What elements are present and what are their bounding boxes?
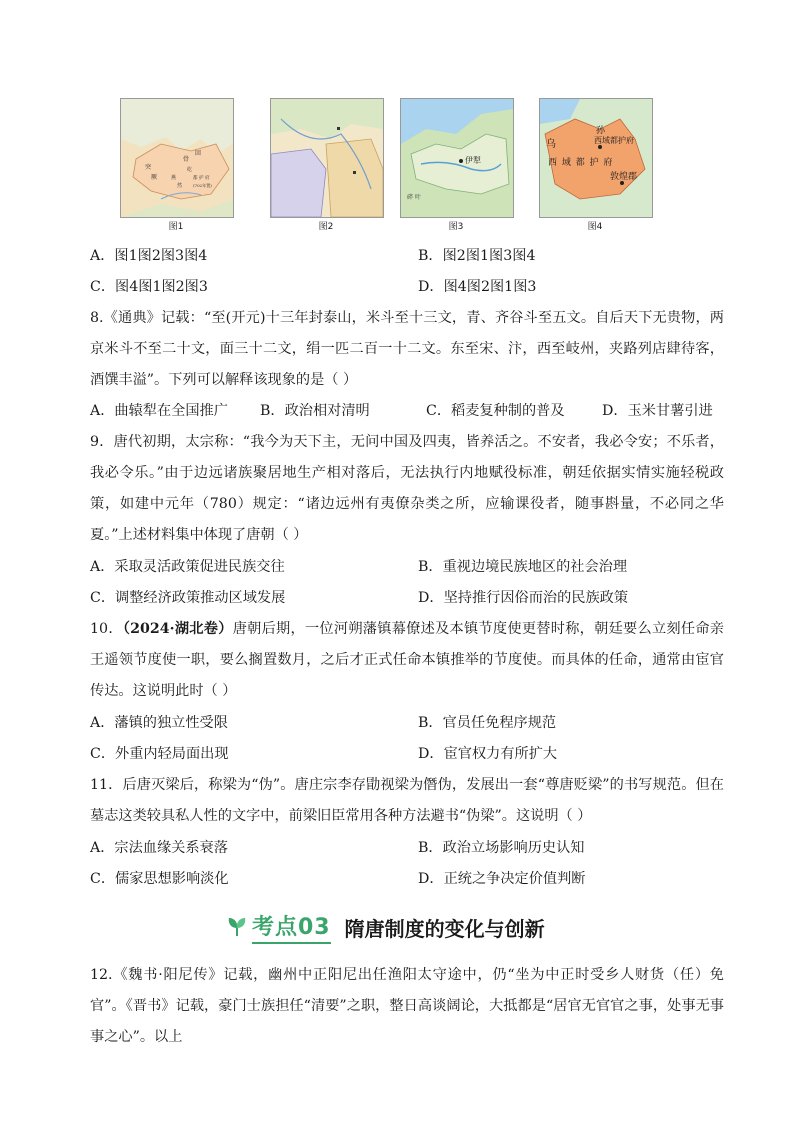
map-4-drawing bbox=[540, 99, 652, 217]
q9-option-c: C．调整经济政策推动区域发展 bbox=[90, 590, 286, 606]
map-figure-4 bbox=[539, 98, 653, 218]
map4-label-4: 敦煌郡 bbox=[610, 172, 638, 182]
q9-option-d: D．坚持推行因俗而治的民族政策 bbox=[418, 590, 629, 606]
map3-label-0: 伊犁 bbox=[465, 156, 481, 165]
q10-option-d: D．宦官权力有所扩大 bbox=[418, 746, 558, 762]
q8-option-a: A．曲辕犁在全国推广 bbox=[90, 403, 228, 419]
map4-label-0: 乌 bbox=[546, 139, 556, 150]
map-caption-2: 图2 bbox=[318, 222, 334, 232]
q11-option-a: A．宗法血缘关系衰落 bbox=[90, 840, 228, 856]
question-9-text: 9．唐代初期，太宗称：“我今为天下主，无问中国及四夷，皆养活之。不安者，我必令安；不乐者，我必令乐。”由于边远诸族聚居地生产相对落后，无法执行内地赋役标准，朝廷依据实情实施轻税政策，如建中元年（780）规定：“诸边远州有夷僚杂类之所，应输课役者，随事斟量，不必同之华夏。”上述材料集中体现了唐朝（ ） bbox=[90, 434, 724, 543]
map1-label-2: 骨 bbox=[183, 156, 190, 163]
map-figure-2 bbox=[270, 98, 384, 218]
map-figure-3 bbox=[400, 98, 514, 218]
q7-option-d: D．图4图2图1图3 bbox=[418, 279, 537, 295]
q10-option-b: B．官员任免程序规范 bbox=[418, 715, 557, 731]
map1-label-9: 府 bbox=[205, 176, 210, 181]
section-tag: 考点03 bbox=[252, 910, 331, 944]
map4-label-2: 西域都护府 bbox=[594, 136, 634, 145]
q10-option-a: A．藩镇的独立性受限 bbox=[90, 715, 228, 731]
map1-label-5: 燕 bbox=[171, 175, 177, 181]
map1-label-0: 突 bbox=[145, 164, 152, 171]
q9-option-a: A．采取灵活政策促进民族交往 bbox=[90, 559, 285, 575]
q9-option-b: B．重视边境民族地区的社会治理 bbox=[418, 559, 628, 575]
map1-label-8: 护 bbox=[199, 176, 204, 181]
q8-option-d: D．玉米甘薯引进 bbox=[602, 403, 713, 419]
q11-option-b: B．政治立场影响历史认知 bbox=[418, 840, 585, 856]
map-figures bbox=[120, 98, 680, 230]
map3-label-1: 碎 bbox=[407, 194, 414, 201]
question-10-text: 唐朝后期，一位河朔藩镇幕僚述及本镇节度使更替时称，朝廷要么立刻任命亲王遥领节度使一职，要么搁置数月，之后才正式任命本镇推举的节度使。而具体的任命，通常由宦官传达。这说明此时（ ） bbox=[90, 621, 724, 699]
question-10 bbox=[90, 614, 724, 707]
map4-label-3: 西 域 都 护 府 bbox=[548, 158, 614, 168]
map-caption-1: 图1 bbox=[168, 222, 184, 232]
map-figure-1 bbox=[120, 98, 234, 218]
map1-label-3: 回 bbox=[195, 150, 202, 157]
map-1-drawing bbox=[121, 99, 233, 217]
map3-label-2: 叶 bbox=[415, 194, 422, 201]
q7-option-b: B．图2图1图3图4 bbox=[418, 248, 536, 264]
map1-label-10: (702年置) bbox=[193, 183, 212, 188]
map1-label-4: 纥 bbox=[187, 167, 193, 173]
map1-label-6: 然 bbox=[177, 183, 183, 189]
question-8-text: 8.《通典》记载：“至(开元)十三年封泰山，米斗至十三文，青、齐谷斗至五文。自后天下无贵物，两京米斗不至二十文，面三十二文，绢一匹二百一十二文。东至宋、汴，西至岐州，夹路列店肆待客，酒馔丰溢”。下列可以解释该现象的是（ ） bbox=[90, 310, 724, 388]
q11-option-d: D．正统之争决定价值判断 bbox=[418, 871, 586, 887]
section-title: 隋唐制度的变化与创新 bbox=[344, 916, 545, 941]
q7-option-c: C．图4图1图2图3 bbox=[90, 279, 208, 295]
leaf-icon bbox=[226, 916, 248, 938]
q11-option-c: C．儒家思想影响淡化 bbox=[90, 871, 229, 887]
question-11-text: 11．后唐灭梁后，称梁为“伪”。唐庄宗李存勖视梁为僭伪，发展出一套“尊唐贬梁”的书写规范。但在墓志这类较具私人性的文字中，前梁旧臣常用各种方法避书“伪梁”。这说明（ ） bbox=[90, 777, 724, 824]
map-caption-3: 图3 bbox=[448, 222, 464, 232]
map1-label-7: 都 bbox=[193, 176, 198, 181]
map4-label-1: 孙 bbox=[596, 126, 606, 136]
q10-option-c: C．外重内轻局面出现 bbox=[90, 746, 229, 762]
map1-label-1: 厥 bbox=[151, 174, 158, 181]
question-12-text: 12.《魏书·阳尼传》记载，幽州中正阳尼出任渔阳太守途中，仍“坐为中正时受乡人财货（任）免官”。《晋书》记载，豪门士族担任“清要”之职，整日高谈阔论，大抵都是“居官无官官之事，处事无事事之心”。以上 bbox=[90, 967, 724, 1045]
question-10-number: 10． bbox=[90, 621, 123, 637]
section-heading bbox=[226, 912, 545, 942]
question-10-source: （2024·湖北卷） bbox=[122, 621, 233, 637]
map-2-drawing bbox=[271, 99, 383, 217]
map-3-drawing bbox=[401, 99, 513, 217]
q8-option-b: B．政治相对清明 bbox=[260, 403, 370, 419]
map-caption-4: 图4 bbox=[587, 222, 603, 232]
q7-option-a: A．图1图2图3图4 bbox=[90, 248, 208, 264]
q8-option-c: C．稻麦复种制的普及 bbox=[426, 403, 565, 419]
